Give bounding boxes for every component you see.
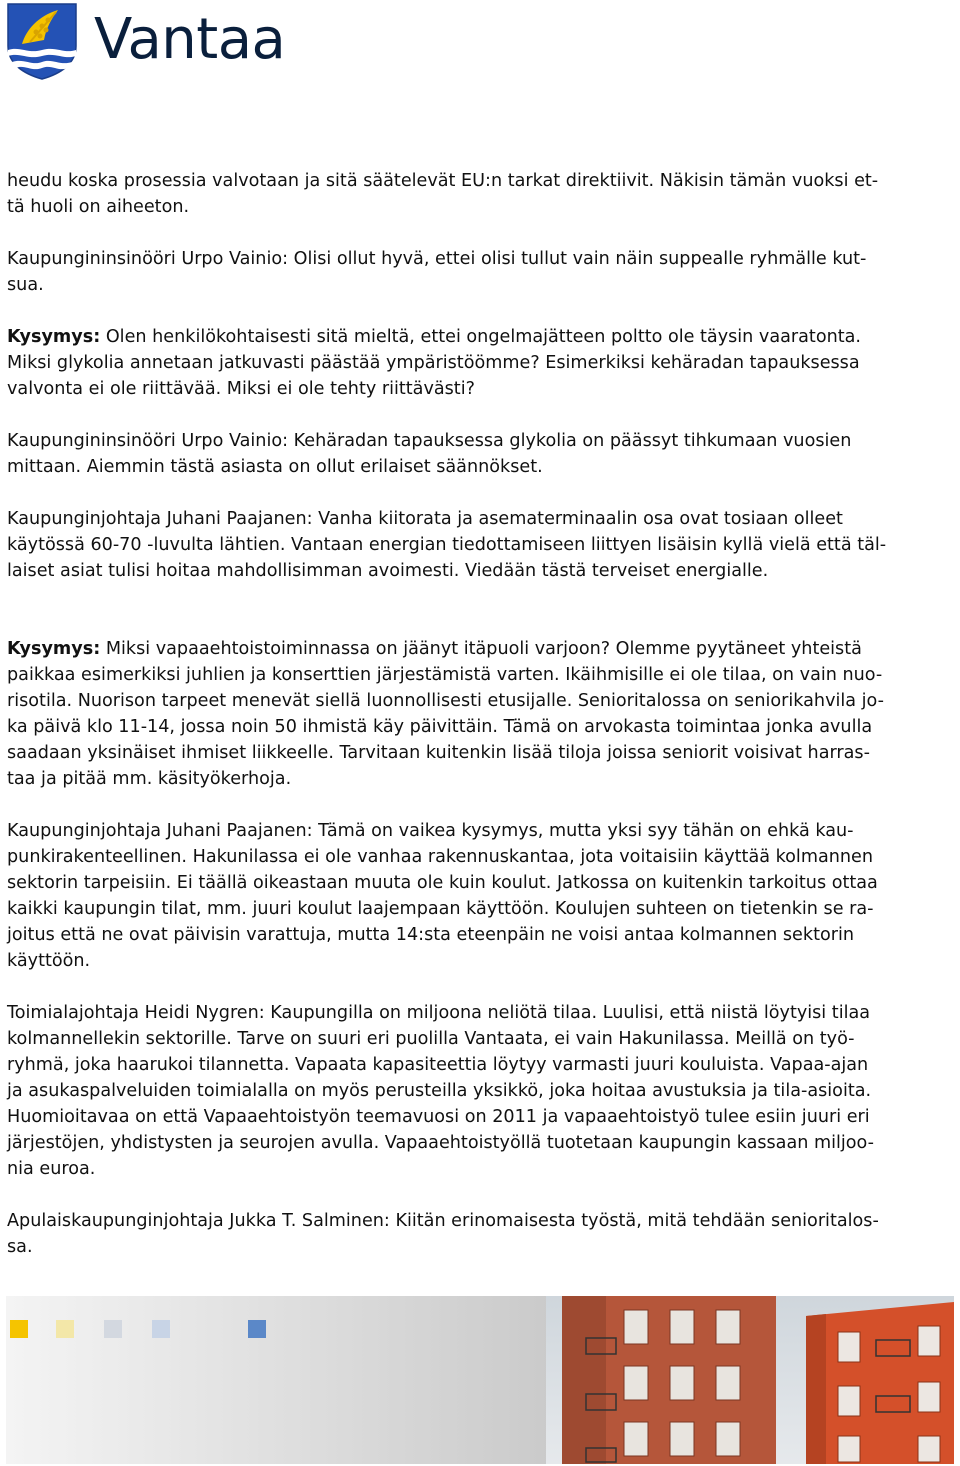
document-body [7,168,953,1260]
swatch-pale-yellow [56,1320,74,1338]
answer-salminen: Apulaiskaupunginjohtaja Jukka T. Salminen: Kiitän erinomaisesta työstä, mitä tehdään senioritalos- sa. [7,1211,879,1257]
paragraph-2: Kaupungininsinööri Urpo Vainio: Olisi ollut hyvä, ettei olisi tullut vain näin suppealle ryhmälle kut- sua. [7,249,867,295]
swatch-light-blue [152,1320,170,1338]
site-wordmark: Vantaa [94,7,286,72]
swatch-yellow [10,1320,28,1338]
apartment-buildings-photo [6,1296,954,1464]
question-glycol: Kysymys: Olen henkilökohtaisesti sitä mieltä, ettei ongelmajätteen poltto ole täysin vaaratonta. Miksi glykolia annetaan jatkuvasti päästää ympäristöömme? Esimerkiksi kehäradan tapauksessa valvonta ei ole riittävää. Miksi ei ole tehty riittävästi? [7,327,862,399]
swatch-blue [248,1320,266,1338]
answer-paajanen-1: Kaupunginjohtaja Juhani Paajanen: Vanha kiitorata ja asematerminaalin osa ovat tosiaan olleet käytössä 60-70 -luvulta lähtien. Vantaan energian tiedottamiseen liittyen lisäisin kyllä vielä että täl- laiset asiat tulisi hoitaa mahdollisimman avoimesti. Viedään tästä terveiset energialle. [7,509,887,581]
vantaa-coat-of-arms-icon [6,2,78,80]
answer-paajanen-2: Kaupunginjohtaja Juhani Paajanen: Tämä on vaikea kysymys, mutta yksi syy tähän on ehkä kau- punkirakenteellinen. Hakunilassa ei ole vanhaa rakennuskantaa, jota voitaisiin käyttää kolmannen sektorin tarpeisiin. Ei täällä oikeastaan muuta ole kuin koulut. Jatkossa on kuitenkin tarkoitus ottaa kaikki kaupungin tilat, mm. juuri koulut laajempaan käyttöön. Koulujen suhteen on tietenkin se ra- joitus että ne ovat päivisin varattuja, mutta 14:sta eteenpäin ne voisi antaa kolmannen sektorin käyttöön. [7,821,878,971]
answer-vainio: Kaupungininsinööri Urpo Vainio: Kehäradan tapauksessa glykolia on päässyt tihkumaan vuosien mittaan. Aiemmin tästä asiasta on ollut erilaiset säännökset. [7,431,852,477]
question-volunteering: Kysymys: Miksi vapaaehtoistoiminnassa on jäänyt itäpuoli varjoon? Olemme pyytäneet yhteistä paikkaa esimerkiksi juhlien ja konserttien järjestämistä varten. Ikäihmisille ei ole tilaa, on vain nuo- risotila. Nuorison tarpeet menevät siellä luonnollisesti etusijalle. Senioritalossa on seniorikahvila jo- ka päivä klo 11-14, jossa noin 50 ihmistä käy päivittäin. Tämä on arvokasta toimintaa jonka avulla saadaan yksinäiset ihmiset liikkeelle. Tarvitaan kuitenkin lisää tiloja joissa seniorit voisivat harras- taa ja pitää mm. käsityökerhoja. [7,639,884,789]
answer-nygren: Toimialajohtaja Heidi Nygren: Kaupungilla on miljoona neliötä tilaa. Luulisi, että niistä löytyisi tilaa kolmannellekin sektorille. Tarve on suuri eri puolilla Vantaata, ei vain Hakunilassa. Meillä on työ- ryhmä, joka haarukoi tilannetta. Vapaata kapasiteettia löytyy varmasti juuri kouluista. Vapaa-ajan ja asukaspalveluiden toimialalla on myös perusteilla yksikkö, joka hoitaa avustuksia ja tila-asioita. Huomioitavaa on että Vapaaehtoistyön teemavuosi on 2011 ja vapaaehtoistyö tulee esiin juuri eri järjestöjen, yhdistysten ja seurojen avulla. Vapaaehtoistyöllä tuotetaan kaupungin kassaan miljoo- nia euroa. [7,1003,874,1179]
paragraph-1: heudu koska prosessia valvotaan ja sitä säätelevät EU:n tarkat direktiivit. Näkisin tämän vuoksi et- tä huoli on aiheeton. [7,171,879,217]
swatch-light-gray [104,1320,122,1338]
footer-banner [6,1296,954,1464]
